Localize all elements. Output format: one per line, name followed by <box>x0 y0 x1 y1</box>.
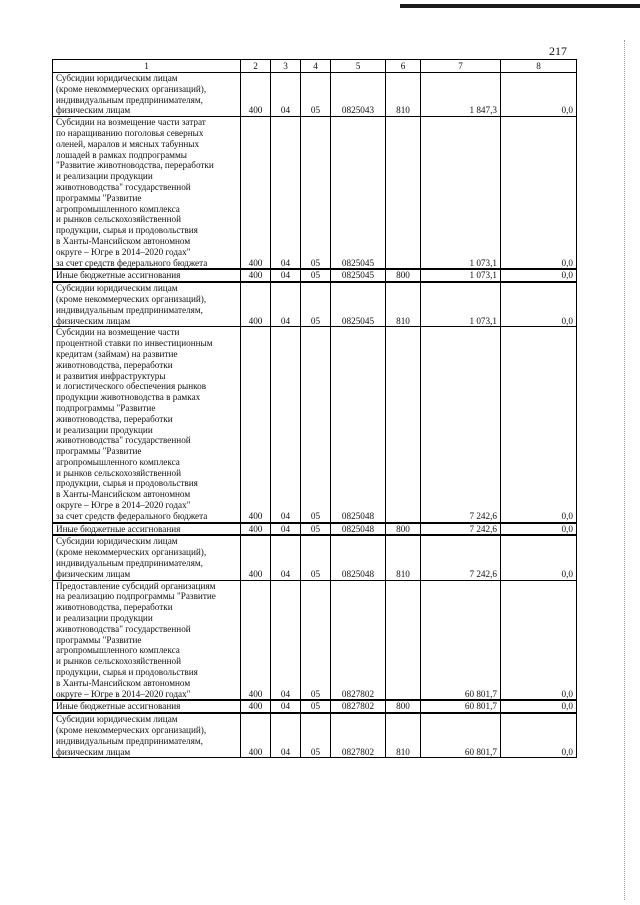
code-cell: 400 <box>241 269 271 282</box>
table-row <box>53 282 577 327</box>
code-cell: 0825045 <box>331 117 386 270</box>
amount-cell: 7 242,6 <box>421 327 501 523</box>
row-name-cell: Предоставление субсидий организациям на реализацию подпрограммы "Развитие животноводства, переработки и реализации продукции животноводства" государственной программы "Развитие агропромышленного комплекса и рынков сельскохозяйственной продукции, сырья и продовольствия в Ханты-Мансийском автономном округе – Югре в 2014–2020 годах" <box>53 580 241 700</box>
code-cell: 0825048 <box>331 535 386 580</box>
code-cell: 0825045 <box>331 282 386 327</box>
code-cell: 0825048 <box>331 523 386 536</box>
amount-cell: 0,0 <box>501 73 577 117</box>
code-cell: 400 <box>241 580 271 700</box>
column-header: 8 <box>501 60 577 73</box>
code-cell <box>386 580 421 700</box>
code-cell: 810 <box>386 282 421 327</box>
column-header: 3 <box>271 60 301 73</box>
code-cell: 05 <box>301 523 331 536</box>
code-cell: 400 <box>241 535 271 580</box>
amount-cell: 0,0 <box>501 713 577 758</box>
table-row <box>53 117 577 270</box>
code-cell: 400 <box>241 73 271 117</box>
code-cell: 05 <box>301 73 331 117</box>
code-cell: 0825048 <box>331 327 386 523</box>
code-cell: 400 <box>241 700 271 713</box>
code-cell: 05 <box>301 282 331 327</box>
code-cell: 05 <box>301 117 331 270</box>
code-cell: 05 <box>301 713 331 758</box>
column-header: 7 <box>421 60 501 73</box>
amount-cell: 0,0 <box>501 327 577 523</box>
header-row <box>53 60 577 73</box>
table-row <box>53 73 577 117</box>
code-cell: 04 <box>271 269 301 282</box>
row-name-cell: Иные бюджетные ассигнования <box>53 269 241 282</box>
table-row <box>53 713 577 758</box>
table-row <box>53 269 577 282</box>
code-cell: 0827802 <box>331 700 386 713</box>
code-cell: 04 <box>271 523 301 536</box>
code-cell: 810 <box>386 535 421 580</box>
code-cell: 400 <box>241 713 271 758</box>
amount-cell: 0,0 <box>501 700 577 713</box>
code-cell: 05 <box>301 535 331 580</box>
code-cell: 800 <box>386 700 421 713</box>
column-header: 1 <box>53 60 241 73</box>
table-row <box>53 700 577 713</box>
amount-cell: 7 242,6 <box>421 523 501 536</box>
code-cell: 05 <box>301 580 331 700</box>
code-cell: 0825045 <box>331 269 386 282</box>
table-row <box>53 523 577 536</box>
code-cell: 800 <box>386 269 421 282</box>
code-cell: 04 <box>271 700 301 713</box>
table-row <box>53 327 577 523</box>
code-cell: 0827802 <box>331 713 386 758</box>
code-cell: 04 <box>271 117 301 270</box>
code-cell <box>386 117 421 270</box>
code-cell: 400 <box>241 327 271 523</box>
code-cell: 0827802 <box>331 580 386 700</box>
code-cell: 400 <box>241 117 271 270</box>
amount-cell: 0,0 <box>501 523 577 536</box>
amount-cell: 1 847,3 <box>421 73 501 117</box>
column-header: 2 <box>241 60 271 73</box>
row-name-cell: Субсидии на возмещение части процентной ставки по инвестиционным кредитам (займам) на развитие животноводства, переработки и развития инфраструктуры и логистического обеспечения рынков продукции животноводства в рамках подпрограммы "Развитие животноводства, переработки и реализации продукции животноводства" государственной программы "Развитие агропромышленного комплекса и рынков сельскохозяйственной продукции, сырья и продовольствия в Ханты-Мансийском автономном округе – Югре в 2014–2020 годах" за счет средств федерального бюджета <box>53 327 241 523</box>
top-rule <box>400 4 640 8</box>
budget-table <box>52 59 577 758</box>
table-row <box>53 580 577 700</box>
code-cell: 04 <box>271 282 301 327</box>
code-cell: 05 <box>301 327 331 523</box>
amount-cell: 1 073,1 <box>421 117 501 270</box>
row-name-cell: Иные бюджетные ассигнования <box>53 523 241 536</box>
code-cell: 05 <box>301 700 331 713</box>
code-cell: 810 <box>386 73 421 117</box>
row-name-cell: Субсидии юридическим лицам (кроме некоммерческих организаций), индивидуальным предпринимателям, физическим лицам <box>53 282 241 327</box>
amount-cell: 1 073,1 <box>421 282 501 327</box>
code-cell: 400 <box>241 523 271 536</box>
row-name-cell: Субсидии юридическим лицам (кроме некоммерческих организаций), индивидуальным предпринимателям, физическим лицам <box>53 73 241 117</box>
amount-cell: 0,0 <box>501 269 577 282</box>
amount-cell: 0,0 <box>501 282 577 327</box>
table-row <box>53 535 577 580</box>
code-cell: 04 <box>271 535 301 580</box>
amount-cell: 7 242,6 <box>421 535 501 580</box>
code-cell: 810 <box>386 713 421 758</box>
amount-cell: 60 801,7 <box>421 580 501 700</box>
amount-cell: 0,0 <box>501 580 577 700</box>
code-cell <box>386 327 421 523</box>
code-cell: 05 <box>301 269 331 282</box>
row-name-cell: Субсидии юридическим лицам (кроме некоммерческих организаций), индивидуальным предпринимателям, физическим лицам <box>53 713 241 758</box>
code-cell: 04 <box>271 713 301 758</box>
row-name-cell: Субсидии юридическим лицам (кроме некоммерческих организаций), индивидуальным предпринимателям, физическим лицам <box>53 535 241 580</box>
scan-edge <box>624 40 633 900</box>
column-header: 4 <box>301 60 331 73</box>
amount-cell: 60 801,7 <box>421 700 501 713</box>
column-header: 5 <box>331 60 386 73</box>
page-number: 217 <box>549 44 567 58</box>
code-cell: 04 <box>271 327 301 523</box>
amount-cell: 1 073,1 <box>421 269 501 282</box>
code-cell: 400 <box>241 282 271 327</box>
code-cell: 0825043 <box>331 73 386 117</box>
row-name-cell: Иные бюджетные ассигнования <box>53 700 241 713</box>
column-header: 6 <box>386 60 421 73</box>
code-cell: 800 <box>386 523 421 536</box>
row-name-cell: Субсидии на возмещение части затрат по наращиванию поголовья северных оленей, маралов и мясных табунных лошадей в рамках подпрограммы "Развитие животноводства, переработки и реализации продукции животноводства" государственной программы "Развитие агропромышленного комплекса и рынков сельскохозяйственной продукции, сырья и продовольствия в Ханты-Мансийском автономном округе – Югре в 2014–2020 годах" за счет средств федерального бюджета <box>53 117 241 270</box>
amount-cell: 60 801,7 <box>421 713 501 758</box>
amount-cell: 0,0 <box>501 117 577 270</box>
code-cell: 04 <box>271 73 301 117</box>
code-cell: 04 <box>271 580 301 700</box>
amount-cell: 0,0 <box>501 535 577 580</box>
